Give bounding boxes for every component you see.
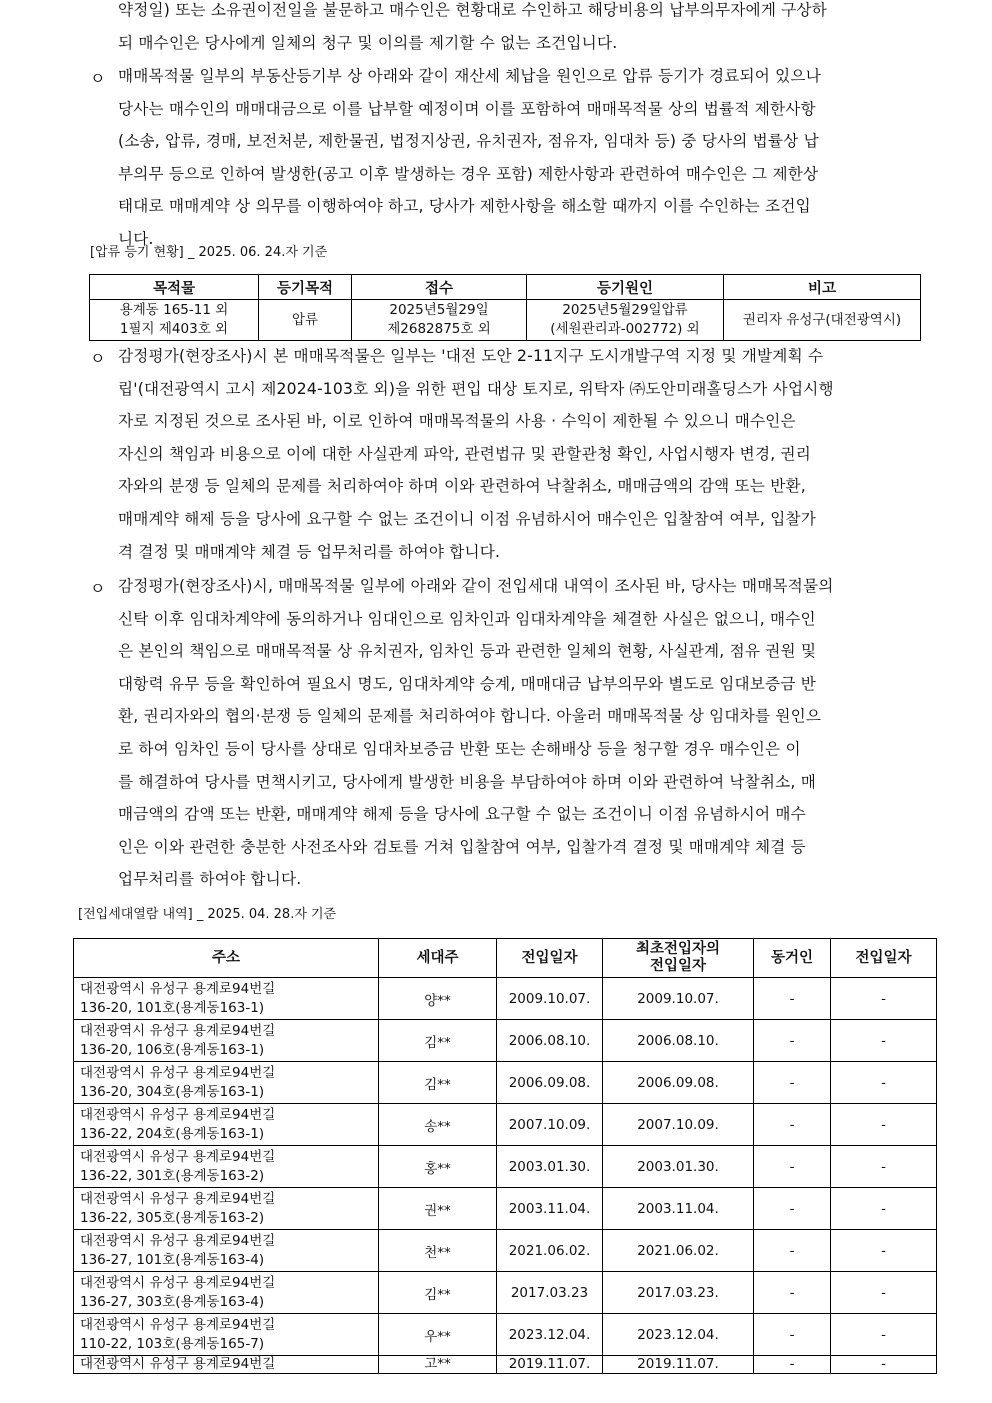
cohabitant-date-cell: - <box>831 1356 937 1374</box>
householder-cell: 권** <box>379 1188 497 1230</box>
text-line: 당사는 매수인의 매매대금으로 이를 납부할 예정이며 이를 포함하여 매매목적물 상의 법률적 제한사항 <box>118 99 816 118</box>
cohabitant-date-cell: - <box>831 1146 937 1188</box>
table-row <box>74 1188 937 1230</box>
move-in-date-cell: 2003.11.04. <box>497 1188 603 1230</box>
cell-line: 2025년5월29일 <box>389 302 489 318</box>
address-cell <box>74 1272 379 1314</box>
first-move-in-date-cell: 2003.11.04. <box>603 1188 754 1230</box>
move-in-date-cell: 2007.10.09. <box>497 1104 603 1146</box>
table-row <box>90 300 921 341</box>
cohabitant-cell: - <box>754 1230 831 1272</box>
paragraph-appraisal-development <box>118 340 928 568</box>
move-in-date-cell: 2006.08.10. <box>497 1020 603 1062</box>
text-line: 태대로 매매계약 상 의무를 이행하여야 하고, 당사가 제한사항을 해소할 때까지 이를 수인하는 조건입 <box>118 197 811 216</box>
text-line: 약정일) 또는 소유권이전일을 불문하고 매수인은 현황대로 수인하고 해당비용의 납부의무자에게 구상하 <box>118 1 828 19</box>
receipt-cell <box>352 300 527 341</box>
column-header: 목적물 <box>90 275 259 300</box>
first-move-in-date-cell: 2006.08.10. <box>603 1020 754 1062</box>
address-cell <box>74 1356 379 1374</box>
text-line: 격 결정 및 매매계약 체결 등 업무처리를 하여야 합니다. <box>118 542 501 561</box>
note-cell: 권리자 유성구(대전광역시) <box>724 300 921 341</box>
column-header <box>603 939 754 978</box>
column-header: 접수 <box>352 275 527 300</box>
move-in-date-cell: 2017.03.23 <box>497 1272 603 1314</box>
cell-line: 2025년5월29일압류 <box>562 302 688 318</box>
text-line: 은 본인의 책임으로 매매목적물 상 유치권자, 임차인 등과 관련한 일체의 현황, 사실관계, 점유 권원 및 <box>118 642 817 661</box>
cohabitant-cell: - <box>754 1188 831 1230</box>
purpose-cell: 압류 <box>259 300 352 341</box>
cohabitant-cell: - <box>754 978 831 1020</box>
text-line: 감정평가(현장조사)시, 매매목적물 일부에 아래와 같이 전입세대 내역이 조사된 바, 당사는 매매목적물의 <box>118 577 834 595</box>
text-line: 매금액의 감액 또는 반환, 매매계약 해제 등을 당사에 요구할 수 없는 조건이니 이점 유념하시어 매수 <box>118 805 806 824</box>
text-line: 환, 권리자와의 협의·분쟁 등 일체의 문제를 처리하여야 합니다. 아울러 매매목적물 상 임대차를 원인으 <box>118 707 822 726</box>
cohabitant-date-cell: - <box>831 1104 937 1146</box>
text-line: 인은 이와 관련한 충분한 사전조사와 검토를 거쳐 입찰참여 여부, 입찰가격 결정 및 매매계약 체결 등 <box>118 837 806 856</box>
first-move-in-date-cell: 2021.06.02. <box>603 1230 754 1272</box>
cell-line: 대전광역시 유성구 용계로94번길 <box>80 1232 276 1249</box>
bullet-marker: ㅇ <box>90 69 106 88</box>
first-move-in-date-cell: 2009.10.07. <box>603 978 754 1020</box>
text-line: 자로 지정된 것으로 조사된 바, 이로 인하여 매매목적물의 사용 · 수익이 제한될 수 있으니 매수인은 <box>118 412 796 431</box>
householder-cell: 양** <box>379 978 497 1020</box>
cell-line: 110-22, 103호(용계동165-7) <box>80 1335 265 1352</box>
table-row <box>74 1272 937 1314</box>
cell-line: 136-27, 303호(용계동163-4) <box>80 1293 265 1310</box>
householder-cell: 천** <box>379 1230 497 1272</box>
householder-cell: 고** <box>379 1356 497 1374</box>
address-cell <box>74 1188 379 1230</box>
household-table-body <box>74 978 937 1374</box>
cell-line: 136-20, 106호(용계동163-1) <box>80 1041 265 1058</box>
text-line: 대항력 유무 등을 확인하여 필요시 명도, 임대차계약 승계, 매매대금 납부의무와 별도로 임대보증금 반 <box>118 674 817 693</box>
first-move-in-date-cell: 2006.09.08. <box>603 1062 754 1104</box>
text-line: 를 해결하여 당사를 면책시키고, 당사에게 발생한 비용을 부담하여야 하며 이와 관련하여 낙찰취소, 매 <box>118 772 817 791</box>
cell-line: 대전광역시 유성구 용계로94번길 <box>80 1064 276 1081</box>
column-header: 등기목적 <box>259 275 352 300</box>
householder-cell: 우** <box>379 1314 497 1356</box>
text-line: 업무처리를 하여야 합니다. <box>118 870 302 889</box>
address-cell <box>74 1146 379 1188</box>
column-header: 주소 <box>74 939 379 978</box>
text-line: 립'(대전광역시 고시 제2024-103호 외)을 위한 편입 대상 토지로, 위탁자 ㈜도안미래홀딩스가 사업시행 <box>118 379 834 398</box>
table-row <box>74 1314 937 1356</box>
cohabitant-cell: - <box>754 1314 831 1356</box>
cell-line: 대전광역시 유성구 용계로94번길 <box>80 980 276 997</box>
move-in-date-cell: 2003.01.30. <box>497 1146 603 1188</box>
cell-line: 136-20, 304호(용계동163-1) <box>80 1083 265 1100</box>
cohabitant-cell: - <box>754 1104 831 1146</box>
table-row <box>74 1146 937 1188</box>
table-header-row <box>90 275 921 300</box>
bullet-marker: ㅇ <box>90 579 106 598</box>
bullet-marker: ㅇ <box>90 349 106 368</box>
cell-line: 대전광역시 유성구 용계로94번길 <box>80 1148 276 1165</box>
cell-line: 136-20, 101호(용계동163-1) <box>80 999 265 1016</box>
text-line: (소송, 압류, 경매, 보전처분, 제한물권, 법정지상권, 유치권자, 점유자, 임대차 등) 중 당사의 법률상 납 <box>118 132 819 151</box>
paragraph-seizure <box>118 60 928 256</box>
householder-cell: 김** <box>379 1062 497 1104</box>
householder-cell: 송** <box>379 1104 497 1146</box>
cohabitant-cell: - <box>754 1062 831 1104</box>
householder-cell: 김** <box>379 1020 497 1062</box>
householder-cell: 홍** <box>379 1146 497 1188</box>
text-line: 니다. <box>118 229 154 248</box>
text-line: 매매목적물 일부의 부동산등기부 상 아래와 같이 재산세 체납을 원인으로 압류 등기가 경료되어 있으나 <box>118 67 821 85</box>
householder-cell: 김** <box>379 1272 497 1314</box>
column-header: 비고 <box>724 275 921 300</box>
cell-line: (세원관리과-002772) 외 <box>550 321 700 337</box>
address-cell <box>74 1020 379 1062</box>
column-header: 세대주 <box>379 939 497 978</box>
cohabitant-date-cell: - <box>831 1230 937 1272</box>
first-move-in-date-cell: 2017.03.23. <box>603 1272 754 1314</box>
cell-line: 136-22, 301호(용계동163-2) <box>80 1167 265 1184</box>
cell-line: 대전광역시 유성구 용계로94번길 <box>80 1356 276 1372</box>
table-row <box>74 1230 937 1272</box>
move-in-date-cell: 2006.09.08. <box>497 1062 603 1104</box>
cell-line: 136-27, 101호(용계동163-4) <box>80 1251 265 1268</box>
move-in-date-cell: 2023.12.04. <box>497 1314 603 1356</box>
table-row <box>74 978 937 1020</box>
first-move-in-date-cell: 2023.12.04. <box>603 1314 754 1356</box>
cell-line: 136-22, 305호(용계동163-2) <box>80 1209 265 1226</box>
text-line: 로 하여 임차인 등이 당사를 상대로 임대차보증금 반환 또는 손해배상 등을 청구할 경우 매수인은 이 <box>118 739 801 758</box>
text-line: 자신의 책임과 비용으로 이에 대한 사실관계 파악, 관련법규 및 관할관청 확인, 사업시행자 변경, 권리 <box>118 444 812 463</box>
cell-line: 대전광역시 유성구 용계로94번길 <box>80 1274 276 1291</box>
address-cell <box>74 978 379 1020</box>
cohabitant-cell: - <box>754 1272 831 1314</box>
cohabitant-date-cell: - <box>831 1272 937 1314</box>
address-cell <box>74 1230 379 1272</box>
cell-line: 대전광역시 유성구 용계로94번길 <box>80 1316 276 1333</box>
seizure-table <box>89 274 921 341</box>
cell-line: 대전광역시 유성구 용계로94번길 <box>80 1106 276 1123</box>
table-row <box>74 1062 937 1104</box>
address-cell <box>74 1104 379 1146</box>
move-in-date-cell: 2009.10.07. <box>497 978 603 1020</box>
cell-line: 제2682875호 외 <box>387 321 491 337</box>
cohabitant-cell: - <box>754 1356 831 1374</box>
cell-line: 용계동 165-11 외 <box>119 302 229 318</box>
cell-line: 대전광역시 유성구 용계로94번길 <box>80 1022 276 1039</box>
text-line: 매매계약 해제 등을 당사에 요구할 수 없는 조건이니 이점 유념하시어 매수인은 입찰참여 여부, 입찰가 <box>118 509 817 528</box>
first-move-in-date-cell: 2003.01.30. <box>603 1146 754 1188</box>
column-header: 동거인 <box>754 939 831 978</box>
text-line: 자와의 분쟁 등 일체의 문제를 처리하여야 하며 이와 관련하여 낙찰취소, 매매금액의 감액 또는 반환, <box>118 477 806 496</box>
table-row <box>74 1104 937 1146</box>
cause-cell <box>527 300 724 341</box>
paragraph-appraisal-tenants <box>118 570 928 896</box>
cohabitant-date-cell: - <box>831 1062 937 1104</box>
paragraph-continuation <box>118 0 928 59</box>
move-in-date-cell: 2021.06.02. <box>497 1230 603 1272</box>
text-line: 신탁 이후 임대차계약에 동의하거나 임대인으로 임차인과 임대차계약을 체결한 사실은 없으니, 매수인 <box>118 609 816 628</box>
cohabitant-date-cell: - <box>831 1314 937 1356</box>
cohabitant-date-cell: - <box>831 1188 937 1230</box>
cohabitant-date-cell: - <box>831 978 937 1020</box>
text-line: 되 매수인은 당사에게 일체의 청구 및 이의를 제기할 수 없는 조건입니다. <box>118 33 618 52</box>
move-in-date-cell: 2019.11.07. <box>497 1356 603 1374</box>
address-cell <box>74 1062 379 1104</box>
column-header: 전입일자 <box>497 939 603 978</box>
column-header: 등기원인 <box>527 275 724 300</box>
cohabitant-cell: - <box>754 1020 831 1062</box>
household-table-caption: [전입세대열람 내역] _ 2025. 04. 28.자 기준 <box>78 907 337 922</box>
first-move-in-date-cell: 2019.11.07. <box>603 1356 754 1374</box>
header-line: 최초전입자의 <box>635 941 721 957</box>
cell-line: 1필지 제403호 외 <box>119 321 229 337</box>
first-move-in-date-cell: 2007.10.09. <box>603 1104 754 1146</box>
text-line: 부의무 등으로 인하여 발생한(공고 이후 발생하는 경우 포함) 제한사항과 관련하여 매수인은 그 제한상 <box>118 164 819 183</box>
table-header-row <box>74 939 937 978</box>
property-cell <box>90 300 259 341</box>
text-line: 감정평가(현장조사)시 본 매매목적물은 일부는 '대전 도안 2-11지구 도시개발구역 지정 및 개발계획 수 <box>118 347 824 365</box>
table-row <box>74 1356 937 1374</box>
cohabitant-cell: - <box>754 1146 831 1188</box>
table-row <box>74 1020 937 1062</box>
cohabitant-date-cell: - <box>831 1020 937 1062</box>
address-cell <box>74 1314 379 1356</box>
household-table <box>73 938 937 1374</box>
cell-line: 136-22, 204호(용계동163-1) <box>80 1125 265 1142</box>
column-header: 전입일자 <box>831 939 937 978</box>
seizure-table-caption: [압류 등기 현황] _ 2025. 06. 24.자 기준 <box>90 245 328 260</box>
header-line: 전입일자 <box>649 958 707 974</box>
cell-line: 대전광역시 유성구 용계로94번길 <box>80 1190 276 1207</box>
